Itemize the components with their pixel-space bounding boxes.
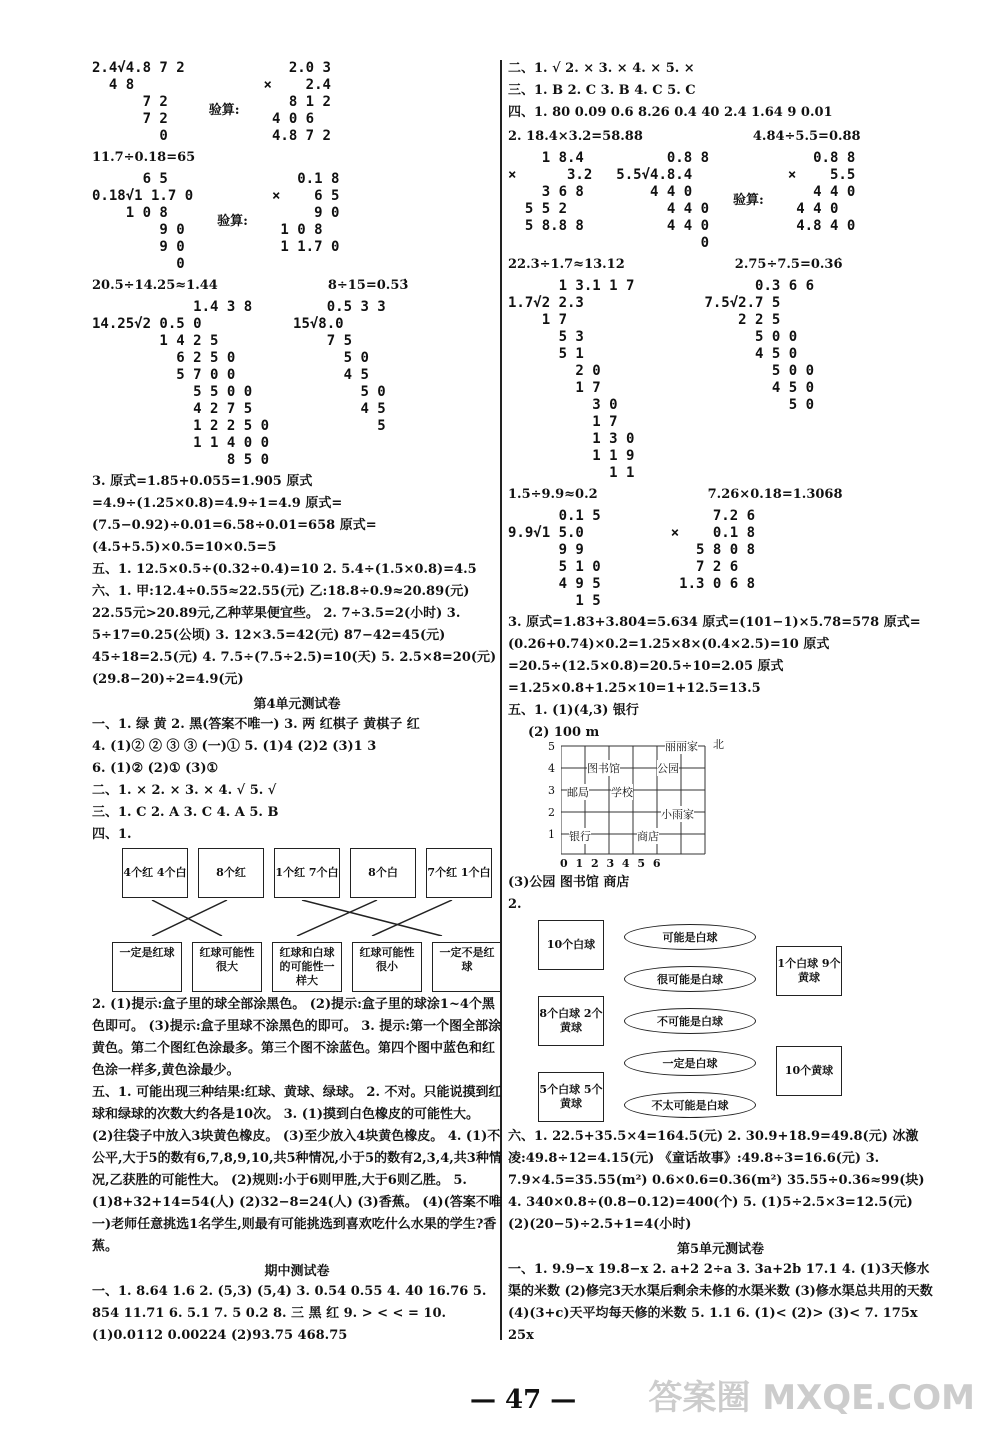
long-division-3: 1.4 3 8 14.25√2 0.5 0 1 4 2 5 6 2 5 0 5 7 0 0 5 5 0 0 4 2 7 5 1 2 2 5 0 1 1 4 0 0 8 5 0 [92,299,270,468]
calc-block-6 [508,508,933,610]
equation-line: 22.3÷1.7≈13.12 [508,257,625,272]
answer-line: 二、1. √ 2. × 3. × 4. × 5. × [508,61,695,76]
section-title: 第5单元测试卷 [676,1242,765,1257]
map-label-xiaoyu-home: 小雨家 [661,808,694,821]
verification-2: 0.1 8 × 6 5 9 0 1 0 8 1 1.7 0 [271,171,340,255]
ball-box: 1个红 7个白 [274,848,340,898]
check-label: 验算: [217,214,248,229]
box-row-bottom [112,942,502,992]
answer-paragraph: 3. 原式=1.83+3.804=5.634 原式=(101−1)×5.78=578 原式=(0.26+0.74)×0.2=1.25×8×(0.4×2.5)=10 原式=20.5÷(12.5×0.8)=20.5÷10=2.05 原式=1.25×0.8+1.25×10=1+12.5=13.5 [508,615,921,696]
long-division-7: 0.3 6 6 7.5√2.7 5 2 2 5 5 0 0 4 5 0 5 0 0 4 5 0 5 0 [704,278,815,413]
ball-box: 10个黄球 [776,1046,842,1096]
multiplication-1: 1 8.4 × 3.2 3 6 8 5 5 2 5 8.8 8 [508,150,593,234]
answer-line: 2. [508,897,522,912]
answer-paragraph: 一、1. 8.64 1.6 2. (5,3) (5,4) 3. 0.54 0.55 4. 4̇0 16.76 5. 854 11.71 6. 5.1 7. 5 0.2 8. 三 黑 红 9. > < < = 10. (1)0.0112 0.00224 (2)93.75 468.75 [92,1284,487,1343]
map-label-park: 公园 [657,762,679,775]
label-box: 红球可能性很大 [192,942,262,992]
label-box: 红球可能性很小 [352,942,422,992]
ball-box: 4个红 4个白 [122,848,188,898]
y-tick: 4 [548,762,555,775]
answer-line: 一、1. 绿 黄 2. 黑(答案不唯一) 3. 两 红棋子 黄棋子 红 [92,717,420,732]
equation-pair [508,126,933,148]
calc-block-1 [92,60,502,145]
long-division-6: 1 3.1 1 7 1.7√2 2.3 1 7 5 3 5 1 2 0 1 7 3 0 1 7 1 3 0 1 1 9 1 1 [508,278,635,481]
calc-block-5 [508,278,933,482]
check-label: 验算: [208,103,240,118]
equation-line: 20.5÷14.25≈1.44 [92,278,218,293]
right-boxes [776,946,842,1096]
page-number: — 47 — [470,1385,577,1415]
equation-line: 7.26×0.18=1.3068 [707,487,843,502]
left-boxes [538,920,604,1122]
verification-1: 2.0 3 × 2.4 8 1 2 4 0 6 4.8 7 2 [263,60,331,144]
label-box: 一定不是红球 [432,942,502,992]
matching-diagram [538,916,933,1126]
map-grid [561,738,724,856]
ball-box: 8个白 [350,848,416,898]
equation-pair [508,254,933,276]
right-column [508,58,933,1347]
verification-3: 0.8 8 × 5.5 4 4 0 4 4 0 4.8 4 0 [787,150,856,234]
section-title: 期中测试卷 [264,1264,330,1279]
label-box: 红球和白球的可能性一样大 [272,942,342,992]
watermark-logo: 答案圈 MXQE.COM [648,1378,975,1418]
map-label-bank: 银行 [569,830,591,843]
answer-paragraph: 六、1. 甲:12.4÷0.55≈22.55(元) 乙:18.8÷0.9≈20.89(元) 22.55元>20.89元,乙种苹果便宜些。 2. 7÷3.5=2(小时) 3. 5÷17=0.25(公顷) 3. 12×3.5=42(元) 87−42=45(元) 45÷18=2.5(元) 4. 7.5÷(7.5÷2.5)=10(天) 5. 2.5×8=20(元) (29.8−20)÷2=4.9(元) [92,584,497,687]
answer-line: 6. (1)② (2)① (3)① [92,761,219,776]
probability-oval: 可能是白球 [624,924,756,950]
probability-oval: 不可能是白球 [624,1008,756,1034]
y-tick: 5 [548,740,555,753]
answer-paragraph: 五、1. 12.5×0.5÷(0.32÷0.4)=10 2. 5.4÷(1.5×0.8)=4.5 [92,562,477,577]
ball-box: 1个白球 9个黄球 [776,946,842,996]
y-tick: 3 [548,784,555,797]
check-label: 验算: [733,193,764,208]
equation-line: 1.5÷9.9≈0.2 [508,487,598,502]
probability-oval: 一定是白球 [624,1050,756,1076]
y-tick: 1 [548,828,555,841]
answer-paragraph: 六、1. 22.5+35.5×4=164.5(元) 2. 30.9+18.9=49.8(元) 冰激凌:49.8÷12=4.15(元) 《童话故事》:49.8÷3=16.6(元) 3. 7.9×4.5=35.55(m²) 0.6×0.6=0.36(m²) 35.55÷0.36≈99(块) 4. 340×0.8÷(0.8−0.12)=400(个) 5. (1)5÷2.5×3=12.5(元) (2)(20−5)÷2.5+1=4(小时) [508,1129,925,1232]
answer-line: 4. (1)② ② ③ ③ (一)① 5. (1)4 (2)2 (3)1 3 [92,739,377,754]
equation-line: 2.75÷7.5=0.36̇ [734,257,843,272]
equation-line: 2. 18.4×3.2=58.88 [508,129,643,144]
probability-oval: 很可能是白球 [624,966,756,992]
long-division-4: 0.5 3 3 15√8.0 7 5 5 0 4 5 5 0 4 5 5 [293,299,386,434]
map-y-axis [548,736,555,856]
answer-paragraph: 五、1. 可能出现三种结果:红球、黄球、绿球。 2. 不对。只能说摸到红球和绿球的次数大约各是10次。 3. (1)摸到白色橡皮的可能性大。 (2)往袋子中放入3块黄色橡皮。 (3)至少放入4块黄色橡皮。 4. (1)不公平,大于5的数有6,7,8,9,10,共5种情况,小于5的数有2,3,4,共3种情况,乙获胜的可能性大。 (2)规则:小于6则甲胜,大于6则乙胜。 5. (1)8+32+14=54(人) (2)32−8=24(人) (3)香蕉。 (4)(答案不唯一)老师任意挑选1名学生,则最有可能挑选到喜欢吃什么水果的学生?香蕉。 [92,1085,502,1254]
answer-paragraph: 3. 原式=1.85+0.055=1.905 原式=4.9÷(1.25×0.8)=4.9÷1=4.9 原式=(7.5−0.92)÷0.01=6.58÷0.01=658 原式=(4.5+5.5)×0.5=10×0.5=5 [92,474,377,555]
probability-oval: 不太可能是白球 [624,1092,756,1118]
answer-line: 三、1. B 2. C 3. B 4. C 5. C [508,83,696,98]
equation-line: 8÷15=0.53̇ [327,278,409,293]
equation-line: 11.7÷0.18=65 [92,150,196,165]
calc-block-3 [92,299,502,469]
long-division-5: 0.8 8 5.5√4.8.4 4 4 0 4 4 0 4 4 0 0 [616,150,710,251]
long-division-2: 6 5 0.18√1 1.7 0 1 0 8 9 0 9 0 0 [92,171,194,272]
ball-box: 7个红 1个白 [426,848,492,898]
label-box: 一定是红球 [112,942,182,992]
oval-column [624,916,756,1126]
equation-line: 4.84÷5.5=0.88 [752,129,861,144]
map-label-store: 商店 [637,830,659,843]
map-label-library: 图书馆 [587,762,620,775]
answer-line: 四、1. 80 0.09 0.6 8.26 0.4 40 2.4 1.64 9 0.01 [508,105,833,120]
north-arrow-icon: 北 [713,738,724,751]
answer-line: 三、1. C 2. A 3. C 4. A 5. B [92,805,279,820]
box-row-top [122,848,502,898]
equation-pair [508,484,933,506]
ball-box: 8个红 [198,848,264,898]
ball-box: 8个白球 2个黄球 [538,996,604,1046]
long-division-8: 0.1 5 9.9√1 5.0 9 9 5 1 0 4 9 5 1 5 [508,508,601,609]
answer-paragraph: 一、1. 9.9−x 19.8−x 2. a+2 2÷a 3. 3a+2b 17.1 4. (1)3天修水渠的米数 (2)修完3天水渠后剩余未修的水渠米数 (3)修水渠总共用的天数 (4)(3+c)天平均每天修的米数 5. 1.1 6. (1)< (2)> (3)< 7. 175x 25x [508,1262,933,1343]
y-tick: 2 [548,806,555,819]
answer-line: (3)公园 图书馆 商店 [508,875,630,890]
multiplication-2: 7.2 6 × 0.1 8 5 8 0 8 7 2 6 1.3 0 6 8 [670,508,756,592]
matching-lines [92,900,492,936]
equation-pair [92,275,502,297]
answer-line: 二、1. × 2. × 3. × 4. √ 5. √ [92,783,277,798]
calc-block-4 [508,150,933,252]
left-column [92,58,502,1347]
ball-box: 5个白球 5个黄球 [538,1072,604,1122]
map-label-post-office: 邮局 [567,786,589,799]
map-x-axis: 0 1 2 3 4 5 6 [560,857,661,870]
calc-block-2 [92,171,502,273]
section-title: 第4单元测试卷 [253,697,341,712]
answer-line: 四、1. [92,827,132,842]
coordinate-map [548,738,933,856]
map-label-lili-home: 丽丽家 [665,740,698,753]
scale-label: (2) 100 m [528,725,600,740]
long-division-1: 2.4√4.8 7 2 4 8 7 2 7 2 0 [92,60,185,144]
ball-box: 10个白球 [538,920,604,970]
map-label-school: 学校 [611,786,633,799]
answer-paragraph: 2. (1)提示:盒子里的球全部涂黑色。 (2)提示:盒子里的球涂1~4个黑色即可。 (3)提示:盒子里球不涂黑色的即可。 3. 提示:第一个图全部涂黄色。第二个图红色涂最多。第三个图不涂蓝色。第四个图中蓝色和红色涂一样多,黄色涂最少。 [92,997,502,1078]
answer-line: 五、1. (1)(4,3) 银行 [508,703,639,718]
